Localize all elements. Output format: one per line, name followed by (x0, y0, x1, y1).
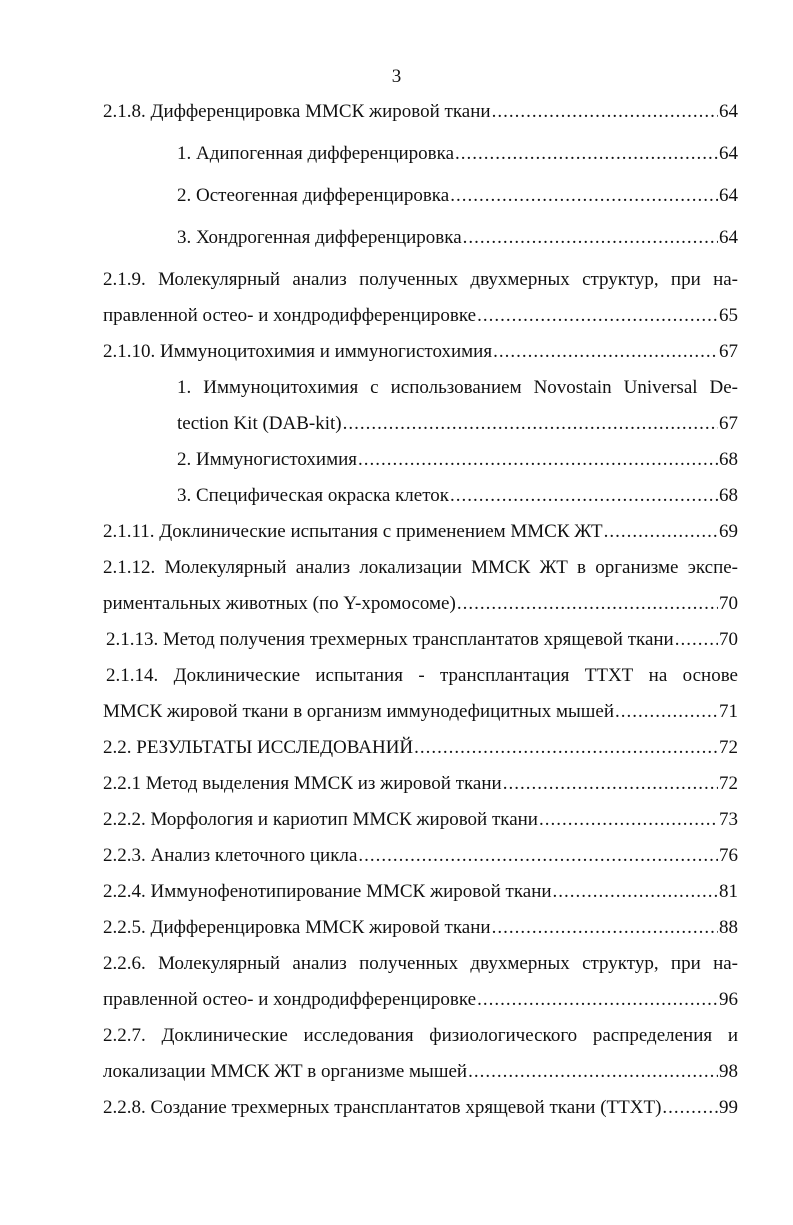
toc-entry-page: 70 (719, 629, 738, 650)
toc-entry-page: 70 (719, 593, 738, 614)
toc-entry-title: 2.2.4. Иммунофенотипирование ММСК жировой ткани (103, 881, 552, 902)
toc-entry-title: 2.1.8. Дифференцировка ММСК жировой ткани (103, 101, 491, 122)
toc-entry-title: 2.2. РЕЗУЛЬТАТЫ ИССЛЕДОВАНИЙ (103, 737, 414, 758)
toc-entry-page: 72 (719, 773, 738, 794)
toc-dot-leader (414, 731, 718, 765)
toc-entry-title: 2.2.3. Анализ клеточного цикла (103, 845, 358, 866)
toc-dot-leader (455, 137, 718, 171)
toc-dot-leader (468, 1055, 718, 1089)
page-number: 3 (391, 66, 402, 87)
toc-entry-page: 64 (719, 101, 738, 122)
toc-dot-leader (615, 695, 718, 729)
toc-dot-leader (675, 623, 718, 657)
toc-entry-title-cont: правленной остео- и хондродифференцировке (103, 989, 477, 1010)
toc-dot-leader (477, 983, 718, 1017)
toc-dot-leader (450, 179, 718, 213)
toc-entry-title: 2.2.7. Доклинические исследования физиологического распределения и (103, 1025, 738, 1046)
toc-dot-leader (477, 299, 718, 333)
toc-entry-title: 2.2.6. Молекулярный анализ полученных двухмерных структур, при на- (103, 953, 738, 974)
toc-dot-leader (662, 1091, 718, 1125)
toc-entry-page: 96 (719, 989, 738, 1010)
toc-entry-page: 71 (719, 701, 738, 722)
toc-entry-title: 2.1.13. Метод получения трехмерных трансплантатов хрящевой ткани (106, 629, 674, 650)
toc-entry-title: 2.1.14. Доклинические испытания - трансплантация ТТХТ на основе (106, 665, 738, 686)
toc-entry-page: 76 (719, 845, 738, 866)
toc-dot-leader (343, 407, 718, 441)
toc-entry-page: 64 (719, 185, 738, 206)
toc-entry-title: 1. Иммуноцитохимия с использованием Novostain Universal De- (177, 377, 738, 398)
toc-entry-page: 68 (719, 449, 738, 470)
toc-entry-page: 68 (719, 485, 738, 506)
toc-entry-page: 67 (719, 413, 738, 434)
toc-entry-title-cont: tection Kit (DAB-kit) (177, 413, 342, 434)
toc-entry-page: 81 (719, 881, 738, 902)
toc-entry-page: 72 (719, 737, 738, 758)
toc-entry-title-cont: риментальных животных (по Y-хромосоме) (103, 593, 456, 614)
toc-entry-title: 2.2.2. Морфология и кариотип ММСК жировой ткани (103, 809, 538, 830)
toc-entry-page: 65 (719, 305, 738, 326)
toc-dot-leader (358, 839, 718, 873)
toc-dot-leader (358, 443, 718, 477)
toc-dot-leader (450, 479, 718, 513)
toc-entry-title: 2. Остеогенная дифференцировка (177, 185, 450, 206)
toc-entry-title: 1. Адипогенная дифференцировка (177, 143, 455, 164)
toc-entry-title: 2.2.1 Метод выделения ММСК из жировой ткани (103, 773, 502, 794)
toc-entry-title: 2.1.11. Доклинические испытания с применением ММСК ЖТ (103, 521, 603, 542)
toc-entry-title: 3. Хондрогенная дифференцировка (177, 227, 462, 248)
toc-dot-leader (457, 587, 718, 621)
toc-dot-leader (463, 221, 718, 255)
toc-entry-title-cont: ММСК жировой ткани в организм иммунодефицитных мышей (103, 701, 614, 722)
toc-dot-leader (492, 911, 718, 945)
toc-entry-title: 2.1.12. Молекулярный анализ локализации ММСК ЖТ в организме экспе- (103, 557, 738, 578)
toc-entry-title-cont: локализации ММСК ЖТ в организме мышей (103, 1061, 468, 1082)
toc-entry-title-cont: правленной остео- и хондродифференцировке (103, 305, 477, 326)
toc-entry-page: 64 (719, 227, 738, 248)
toc-entry-title: 2.2.5. Дифференцировка ММСК жировой ткани (103, 917, 491, 938)
toc-entry-title: 2. Иммуногистохимия (177, 449, 358, 470)
toc-entry-title: 2.2.8. Создание трехмерных трансплантатов хрящевой ткани (ТТХТ) (103, 1097, 662, 1118)
toc-dot-leader (604, 515, 718, 549)
toc-entry-title: 2.1.10. Иммуноцитохимия и иммуногистохимия (103, 341, 493, 362)
toc-dot-leader (553, 875, 718, 909)
toc-entry-page: 73 (719, 809, 738, 830)
toc-dot-leader (503, 767, 718, 801)
toc-dot-leader (492, 95, 718, 129)
toc-entry-page: 99 (719, 1097, 738, 1118)
toc-entry-title: 2.1.9. Молекулярный анализ полученных двухмерных структур, при на- (103, 269, 738, 290)
toc-entry-page: 64 (719, 143, 738, 164)
toc-dot-leader (539, 803, 718, 837)
toc-entry-page: 67 (719, 341, 738, 362)
toc-entry-page: 88 (719, 917, 738, 938)
toc-entry-title: 3. Специфическая окраска клеток (177, 485, 450, 506)
toc-entry-page: 69 (719, 521, 738, 542)
toc-entry-page: 98 (719, 1061, 738, 1082)
toc-dot-leader (493, 335, 718, 369)
